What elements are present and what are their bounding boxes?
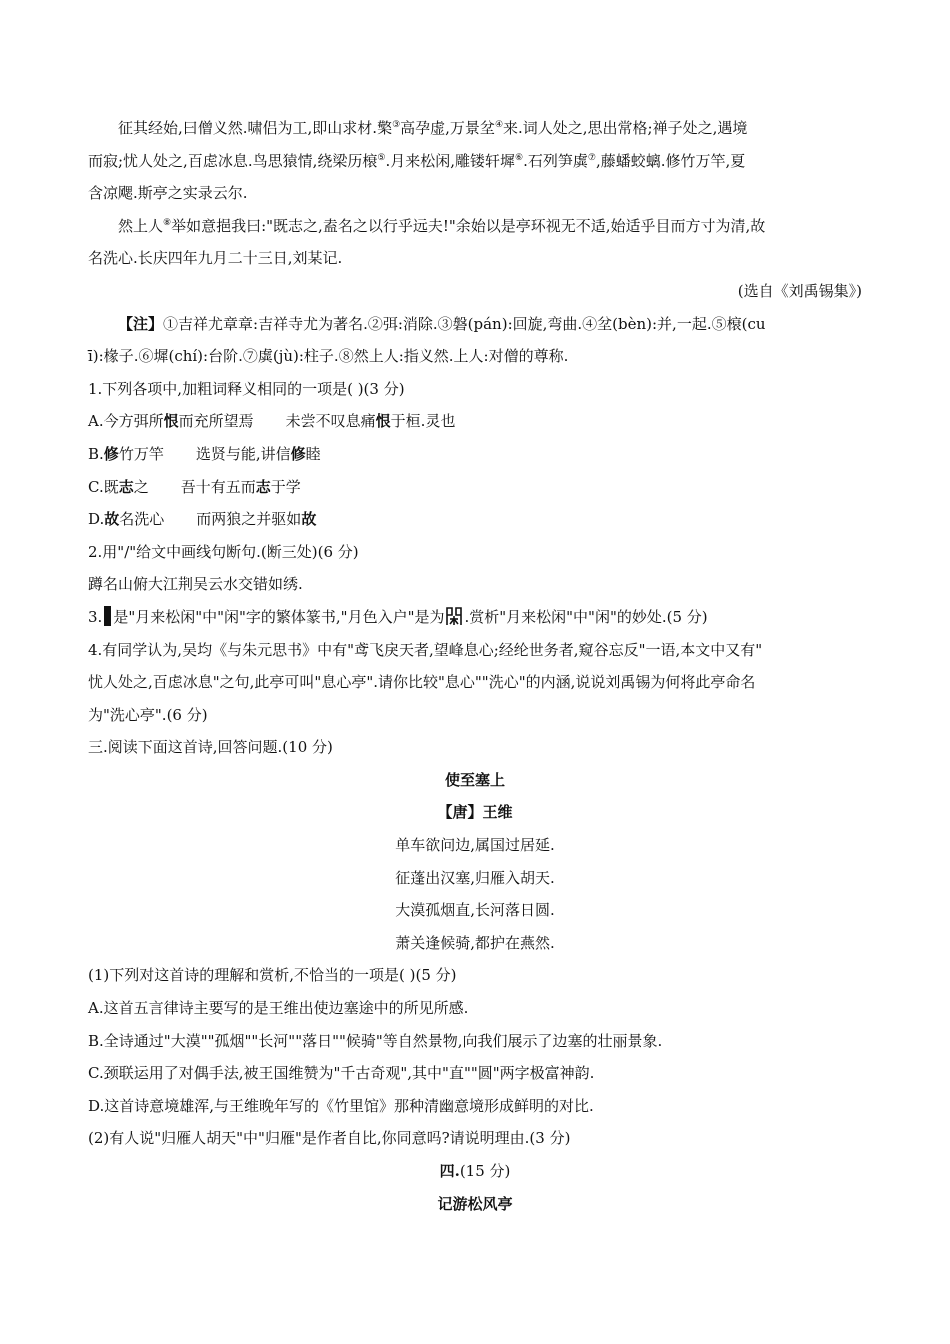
poem-line: 征蓬出汉塞,归雁入胡天. <box>395 868 555 887</box>
text: ①吉祥尤章章:吉祥寺尤为著名.②弭:消除.③磐(pán):回旋,弯曲.④坌(bèn):并,一起.⑤榱(cu <box>163 314 766 333</box>
document-page <box>88 112 862 1220</box>
text: 吾十有五而 <box>180 477 256 496</box>
question-1-stem: 1.下列各项中,加粗词释义相同的一项是( )(3 分) <box>88 379 405 398</box>
text: 未尝不叹息痛 <box>285 412 376 431</box>
bold-word: 恨 <box>375 412 391 431</box>
text: 于桓.灵也 <box>390 412 456 431</box>
text: A.今方弭所 <box>88 412 164 431</box>
poem-author: 【唐】王维 <box>437 803 513 822</box>
notes-line-2: ī):椽子.⑥墀(chí):台阶.⑦虡(jù):柱子.⑧然上人:指义然.上人:对僧的尊称. <box>88 347 569 366</box>
text: 高孕虚,万景坌 <box>400 119 495 137</box>
section-3-option-c: C.颈联运用了对偶手法,被王国维赞为"千古奇观",其中"直""圆"两字极富神韵. <box>88 1064 595 1083</box>
question-2-text: 蹲名山俯大江荆吴云水交错如绣. <box>88 575 303 594</box>
source-citation: (选自《刘禹锡集》) <box>737 281 862 300</box>
question-4-line-1: 4.有同学认为,吴均《与朱元思书》中有"鸢飞戾天者,望峰息心;经纶世务者,窥谷忘反"一语,本文中又有" <box>88 640 763 659</box>
text: 而寂;忧人处之,百虑冰息.鸟思猿情,绕梁历榱 <box>88 151 378 170</box>
text: 于学 <box>270 477 301 496</box>
footnote-mark: ⑧ <box>163 217 172 228</box>
text: 来.词人处之,思出常格;禅子处之,遇境 <box>503 119 748 137</box>
bold-word: 修 <box>290 444 306 463</box>
footnote-mark: ⑦ <box>587 152 596 163</box>
text: 名洗心 <box>119 510 165 529</box>
bold-word: 恨 <box>163 412 179 431</box>
seal-script-image <box>104 606 111 626</box>
text: 然上人 <box>118 216 164 235</box>
section-4-title: 记游松风亭 <box>437 1194 513 1213</box>
text: C.既 <box>88 477 119 496</box>
question-1-option-d <box>88 503 862 536</box>
bold-word: 修 <box>103 444 119 463</box>
text: 3. <box>88 607 103 626</box>
text: .石列笋虡 <box>523 151 588 170</box>
section-4-heading <box>88 1155 862 1188</box>
notes-label: 【注】 <box>118 314 164 333</box>
question-1-option-a <box>88 405 862 438</box>
seal-script-xian-icon <box>445 606 463 626</box>
heading-number: 四. <box>439 1162 460 1180</box>
section-3-heading: 三.阅读下面这首诗,回答问题.(10 分) <box>88 738 333 757</box>
text: 而充所望焉 <box>178 412 254 431</box>
bold-word: 故 <box>104 510 120 529</box>
bold-word: 故 <box>301 510 317 529</box>
poem-line: 大漠孤烟直,长河落日圆. <box>395 901 555 920</box>
footnote-mark: ⑥ <box>515 152 524 163</box>
heading-score: (15 分) <box>459 1162 511 1180</box>
passage-paragraph-1-line-3: 含凉飔.斯亭之实录云尔. <box>88 184 248 203</box>
text: 睦 <box>305 444 321 463</box>
question-4-line-2: 忧人处之,百虑冰息"之句,此亭可叫"息心亭".请你比较"息心""洗心"的内涵,说说刘禹锡为何将此亭命名 <box>88 673 756 692</box>
bold-word: 志 <box>255 477 271 496</box>
passage-paragraph-2-line-2: 名洗心.长庆四年九月二十三日,刘某记. <box>88 249 343 268</box>
section-3-option-b: B.全诗通过"大漠""孤烟""长河""落日""候骑"等自然景物,向我们展示了边塞的壮丽景象. <box>88 1031 663 1050</box>
text: 是"月来松闲"中"闲"字的繁体篆书,"月色入户"是为 <box>113 607 445 626</box>
text: .月来松闲,雕镂轩墀 <box>385 151 515 170</box>
notes-line-1 <box>88 308 862 341</box>
poem-line: 萧关逢候骑,都护在燕然. <box>395 933 555 952</box>
section-3-option-a: A.这首五言律诗主要写的是王维出使边塞途中的所见所感. <box>88 999 469 1018</box>
footnote-mark: ④ <box>494 120 504 130</box>
section-3-option-d: D.这首诗意境雄浑,与王维晚年写的《竹里馆》那种清幽意境形成鲜明的对比. <box>88 1096 594 1115</box>
question-1-option-c <box>88 471 862 504</box>
footnote-mark: ⑤ <box>377 152 386 163</box>
section-3-question-1-stem: (1)下列对这首诗的理解和赏析,不恰当的一项是( )(5 分) <box>88 966 457 985</box>
poem-line: 单车欲问边,属国过居延. <box>395 836 555 855</box>
text: .赏析"月来松闲"中"闲"的妙处.(5 分) <box>464 607 708 626</box>
question-4-line-3: 为"洗心亭".(6 分) <box>88 705 208 724</box>
bold-word: 志 <box>118 477 134 496</box>
passage-paragraph-1-line-1 <box>88 112 862 145</box>
footnote-mark: ③ <box>392 120 401 130</box>
question-1-option-b <box>88 438 862 471</box>
text: B. <box>88 444 104 463</box>
text: 征其经始,曰僧义然.啸侣为工,即山求材.檠 <box>118 119 393 137</box>
section-3-question-2: (2)有人说"归雁人胡天"中"归雁"是作者自比,你同意吗?请说明理由.(3 分) <box>88 1129 571 1148</box>
passage-paragraph-1-line-2 <box>88 145 862 178</box>
passage-paragraph-2-line-1 <box>88 210 862 243</box>
text: ,藤蟠蛟螭.修竹万竿,夏 <box>595 151 746 170</box>
question-3 <box>88 601 862 634</box>
text: 竹万竿 <box>118 444 164 463</box>
text: 之 <box>133 477 149 496</box>
text: 而两狼之并驱如 <box>196 510 302 529</box>
text: 举如意挹我曰:"既志之,盍名之以行乎远夫!"余始以是亭环视无不适,始适乎目而方寸为清,故 <box>171 216 766 235</box>
question-2-stem: 2.用"/"给文中画线句断句.(断三处)(6 分) <box>88 542 359 561</box>
poem-title: 使至塞上 <box>444 770 505 789</box>
text: 选贤与能,讲信 <box>195 444 291 463</box>
text: D. <box>88 510 105 529</box>
